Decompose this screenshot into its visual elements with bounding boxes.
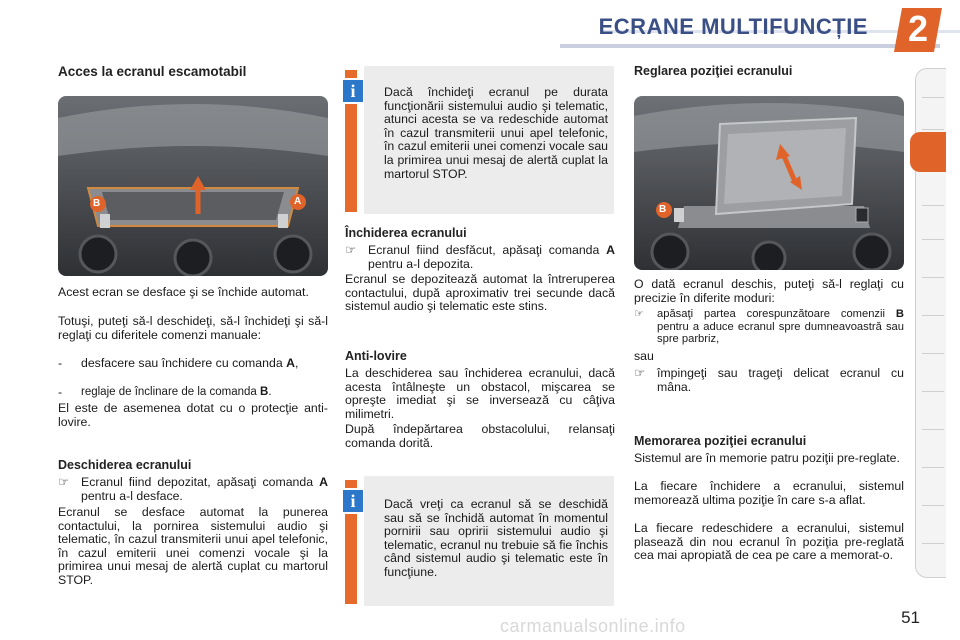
dashboard-photo-closed [58, 96, 328, 276]
photo-label-a: A [294, 196, 302, 207]
paragraph: Ecranul se depozitează automat la întreruperea contactului, după aproximativ trei secunde dacă sistemul audio şi telematic este stins. [345, 272, 615, 314]
section-heading-adjust: Reglarea poziţiei ecranului [634, 64, 793, 78]
info-box [364, 66, 614, 214]
hand-icon: ☞ [345, 243, 357, 257]
info-box [364, 476, 614, 606]
list-item: - reglaje de înclinare de la comanda B. [58, 385, 272, 399]
info-text: Dacă închideţi ecranul pe durata funcţionării sistemului audio şi telematic, atunci acesta se va redeschide automat în cazul transmiterii unui apel telefonic, în cazul emiterii unei comenzi vocale sau la primirea unui mesaj de alertă cuplat la martorul STOP. [384, 85, 608, 181]
section-heading-memory: Memorarea poziţiei ecranului [634, 434, 807, 448]
dash-marker: - [58, 385, 63, 399]
info-icon: i [341, 78, 365, 104]
paragraph: Totuşi, puteţi să-l deschideţi, să-l închideţi şi să-l reglaţi cu diferitele comenzi manuale: [58, 314, 328, 342]
paragraph: Sistemul are în memorie patru poziţii pre-reglate. [634, 451, 900, 465]
hand-icon: ☞ [634, 308, 645, 320]
photo-label-b: B [93, 198, 101, 209]
page-title: ECRANE MULTIFUNCȚIE [598, 14, 868, 39]
list-item: ☞ Ecranul fiind desfăcut, apăsaţi comanda A pentru a-l depozita. [345, 243, 615, 271]
watermark: carmanualsonline.info [500, 616, 686, 636]
chapter-tab-active [910, 132, 946, 172]
list-item: ☞ apăsaţi partea corespunzătoare comenzii B pentru a aduce ecranul spre dumneavoastră sau spre parbriz, [634, 308, 904, 346]
paragraph: La fiecare închidere a ecranului, sistemul memorează ultima poziţie în care s-a aflat. [634, 479, 904, 507]
info-text: Dacă vreţi ca ecranul să se deschidă sau să se închidă automat în momentul pornirii sau opririi sistemului audio şi telematic, ecranul nu trebuie să fie închis când sistemul audio şi telematic este în funcţiune. [384, 497, 608, 579]
paragraph: O dată ecranul deschis, puteţi să-l reglaţi cu precizie în diferite moduri: [634, 277, 904, 305]
section-heading-open: Deschiderea ecranului [58, 458, 192, 472]
section-heading-access: Acces la ecranul escamotabil [58, 64, 247, 79]
paragraph: După îndepărtarea obstacolului, relansaţi comanda dorită. [345, 422, 615, 450]
list-item: ☞ împingeţi sau trageţi delicat ecranul cu mâna. [634, 366, 904, 394]
paragraph: Ecranul se desface automat la punerea contactului, la pornirea sistemului audio şi telematic, în cazul transmiterii unui apel telefonic, în cazul emiterii unei comenzi vocale şi la primirea unui mesaj de alertă cuplat cu martorul STOP. [58, 505, 328, 587]
paragraph-or: sau [634, 349, 654, 363]
page-header [0, 0, 960, 54]
list-item: - desfacere sau închidere cu comanda A, [58, 356, 299, 370]
paragraph: Acest ecran se desface şi se închide automat. [58, 285, 309, 299]
paragraph: La deschiderea sau închiderea ecranului, dacă acesta întâlneşte un obstacol, mişcarea se opreşte imediat şi se inversează cu câţiva milimetri. [345, 366, 615, 421]
chapter-number: 2 [907, 8, 929, 49]
page-number: 51 [901, 608, 920, 627]
hand-icon: ☞ [634, 366, 646, 380]
photo-label-b: B [659, 204, 667, 215]
dash-marker: - [58, 356, 63, 370]
info-icon: i [341, 488, 365, 514]
list-item: ☞ Ecranul fiind depozitat, apăsaţi comanda A pentru a-l desface. [58, 475, 328, 503]
paragraph: El este de asemenea dotat cu o protecţie anti-lovire. [58, 401, 328, 429]
paragraph: La fiecare redeschidere a ecranului, sistemul plasează din nou ecranul în poziţia pre-reglată cea mai apropiată de cea pe care a memorat-o. [634, 521, 904, 563]
dashboard-photo-open [634, 96, 904, 270]
section-heading-close: Închiderea ecranului [345, 226, 467, 240]
hand-icon: ☞ [58, 475, 70, 489]
section-heading-anti: Anti-lovire [345, 349, 407, 363]
